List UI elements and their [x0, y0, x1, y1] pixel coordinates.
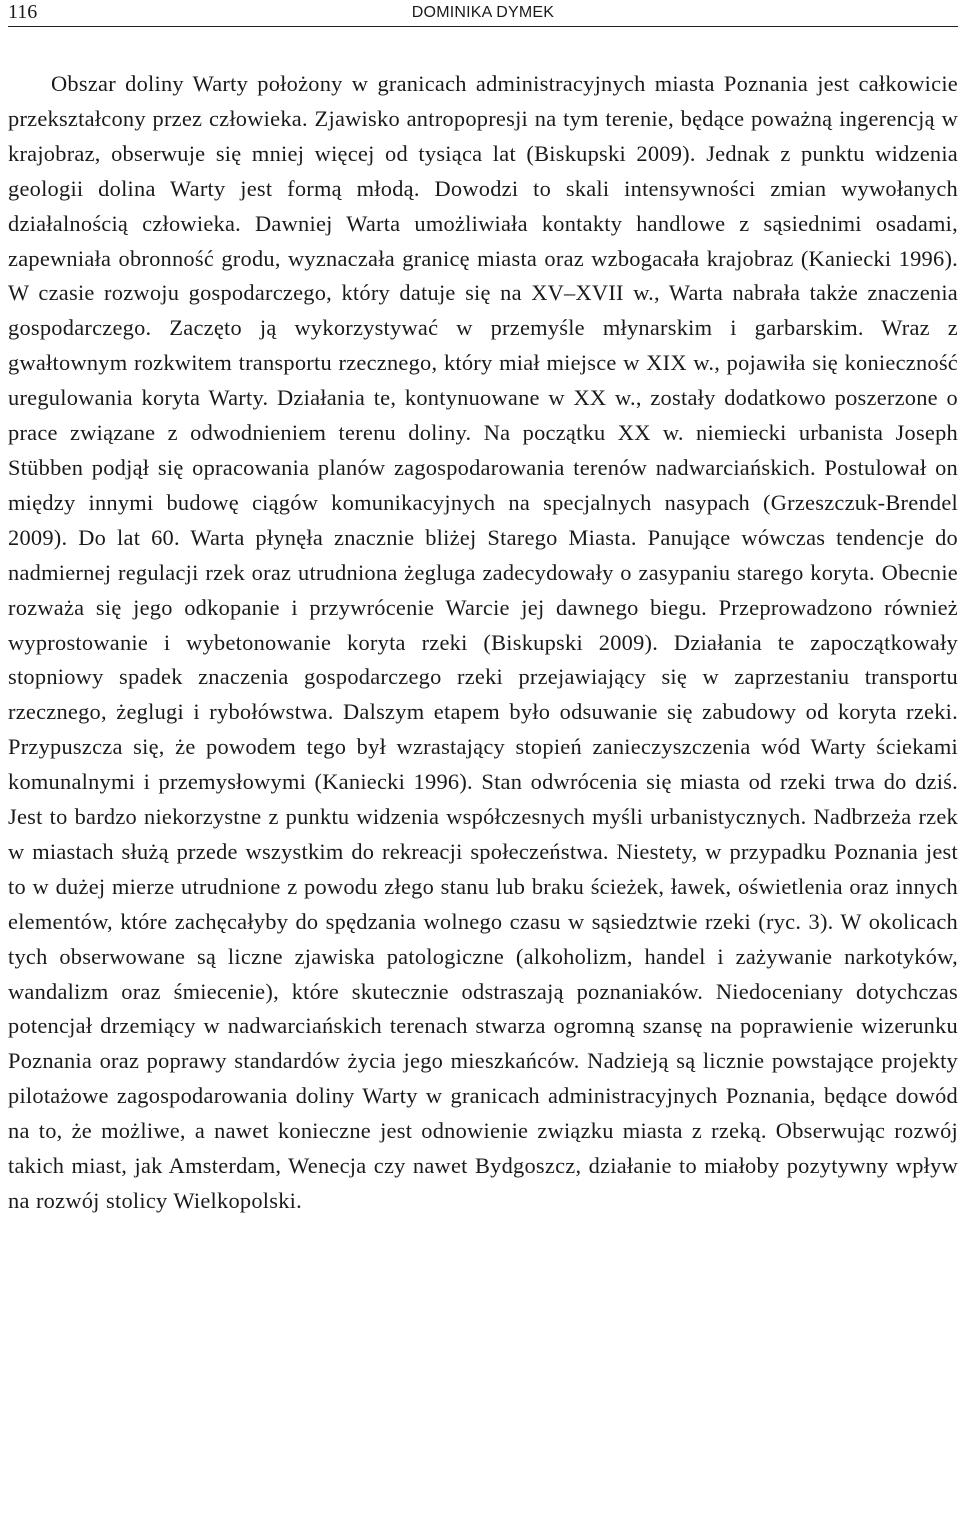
header-rule: [8, 26, 958, 27]
page-header: [0, 0, 960, 28]
running-head-author: DOMINIKA DYMEK: [411, 4, 555, 21]
page-number: 116: [8, 1, 38, 23]
body-paragraph: Obszar doliny Warty położony w granicach administracyjnych miasta Poznania jest całkowicie przekształcony przez człowieka. Zjawisko antropopresji na tym terenie, będące poważną ingerencją w krajobraz, obserwuje się mniej więcej od tysiąca lat (Biskupski 2009). Jednak z punktu widzenia geologii dolina Warty jest formą młodą. Dowodzi to skali intensywności zmian wywołanych działalnością człowieka. Dawniej Warta umożliwiała kontakty handlowe z sąsiednimi osadami, zapewniała obronność grodu, wyznaczała granicę miasta oraz wzbogacała krajobraz (Kaniecki 1996). W czasie rozwoju gospodarczego, który datuje się na XV–XVII w., Warta nabrała także znaczenia gospodarczego. Zaczęto ją wykorzystywać w przemyśle młynarskim i garbarskim. Wraz z gwałtownym rozkwitem transportu rzecznego, który miał miejsce w XIX w., pojawiła się konieczność uregulowania koryta Warty. Działania te, kontynuowane w XX w., zostały dodatkowo poszerzone o prace związane z odwodnieniem terenu doliny. Na początku XX w. niemiecki urbanista Joseph Stübben podjął się opracowania planów zagospodarowania terenów nadwarciańskich. Postulował on między innymi budowę ciągów komunikacyjnych na specjalnych nasypach (Grzeszczuk-Brendel 2009). Do lat 60. Warta płynęła znacznie bliżej Starego Miasta. Panujące wówczas tendencje do nadmiernej regulacji rzek oraz utrudniona żegluga zadecydowały o zasypaniu starego koryta. Obecnie rozważa się jego odkopanie i przywrócenie Warcie jej dawnego biegu. Przeprowadzono również wyprostowanie i wybetonowanie koryta rzeki (Biskupski 2009). Działania te zapoczątkowały stopniowy spadek znaczenia gospodarczego rzeki przejawiający się w zaprzestaniu transportu rzecznego, żeglugi i rybołówstwa. Dalszym etapem było odsuwanie się zabudowy od koryta rzeki. Przypuszcza się, że powodem tego był wzrastający stopień zanieczyszczenia wód Warty ściekami komunalnymi i przemysłowymi (Kaniecki 1996). Stan odwrócenia się miasta od rzeki trwa do dziś. Jest to bardzo niekorzystne z punktu widzenia współczesnych myśli urbanistycznych. Nadbrzeża rzek w miastach służą przede wszystkim do rekreacji społeczeństwa. Niestety, w przypadku Poznania jest to w dużej mierze utrudnione z powodu złego stanu lub braku ścieżek, ławek, oświetlenia oraz innych elementów, które zachęcałyby do spędzania wolnego czasu w sąsiedztwie rzeki (ryc. 3). W okolicach tych obserwowane są liczne zjawiska patologiczne (alkoholizm, handel i zażywanie narkotyków, wandalizm oraz śmiecenie), które skutecznie odstraszają poznaniaków. Niedoceniany dotychczas potencjał drzemiący w nadwarciańskich terenach stwarza ogromną szansę na poprawienie wizerunku Poznania oraz poprawy standardów życia jego mieszkańców. Nadzieją są licznie powstające projekty pilotażowe zagospodarowania doliny Warty w granicach administracyjnych Poznania, będące dowód na to, że możliwe, a nawet konieczne jest odnowienie związku miasta z rzeką. Obserwując rozwój takich miast, jak Amsterdam, Wenecja czy nawet Bydgoszcz, działanie to miałoby pozytywny wpływ na rozwój stolicy Wielkopolski.: [8, 71, 958, 1213]
